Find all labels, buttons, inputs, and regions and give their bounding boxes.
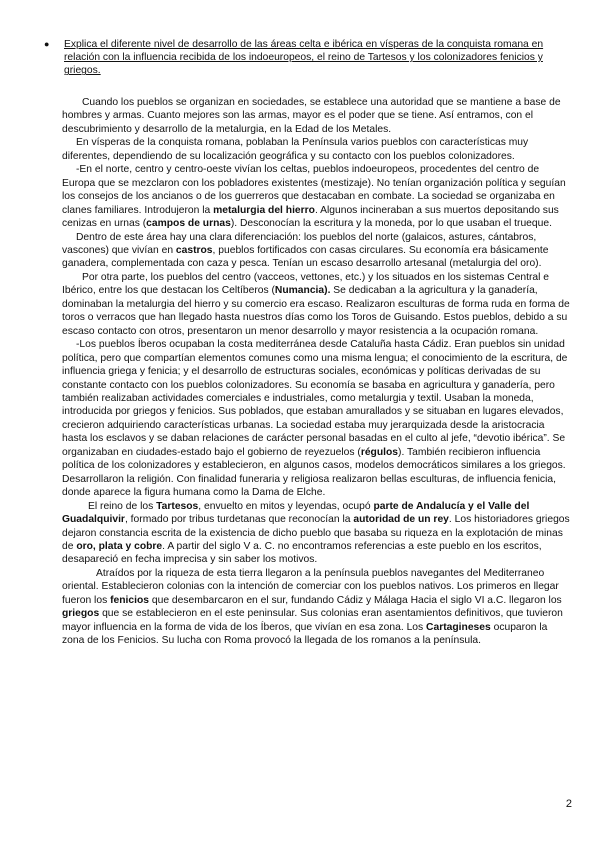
paragraph-iberos [62, 338, 572, 499]
bold-term: Tartesos [156, 500, 199, 512]
paragraph-text: , envuelto en mitos y leyendas, ocupó [198, 500, 374, 512]
paragraph-colonizadores [62, 567, 572, 648]
paragraph-metales [62, 96, 572, 136]
paragraph-text: . A partir del siglo V a. C. no encontramos referencias a este pueblo en los escritos, desapareció en fecha imprecisa y sin saber los motivos. [62, 540, 542, 566]
paragraph-text: Por otra parte, los pueblos del centro (vacceos, vettones, etc.) y los situados en los sistemas Central e Ibérico, entre los que destacan los Celtíberos ( [62, 271, 550, 297]
paragraph-text: , formado por tribus turdetanas que reconocían la [124, 514, 354, 526]
paragraph-text: Atraídos por la riqueza de esta tierra llegaron a la península pueblos navegantes del Mediterraneo oriental. Establecieron colonias con la intención de comerciar con los pueblos nativos. Los primeros en llegar fueron los [62, 567, 559, 606]
question-heading [44, 38, 564, 78]
answer-body [62, 96, 572, 648]
paragraph-tartesos [62, 500, 572, 567]
paragraph-text: , pueblos fortificados con casas circulares. Su economía era básicamente ganadera, complementada con caza y pesca. Tenían un escaso desarrollo artesanal (metalurgia del oro). [62, 244, 549, 270]
paragraph-text: . Algunos incineraban a sus muertos depositando sus cenizas en urnas ( [62, 204, 559, 230]
paragraph-text: En vísperas de la conquista romana, poblaban la Península varios pueblos con características muy diferentes, dependiendo de su localización geográfica y su contacto con los pueblos colonizadores. [62, 137, 529, 162]
paragraph-text: ). Desconocían la escritura y la moneda, por lo que usaban el trueque. [230, 218, 552, 230]
paragraph-text: -Los pueblos Íberos ocupaban la costa mediterránea desde Cataluña hasta Cádiz. Eran pueblos sin unidad política, pero que compartían elementos comunes como una misma lengua; el conocimiento de la escritura, de influencia griega y fenicia; y el desarrollo de estructuras sociales, económicas y políticas derivadas de su constante contacto con los pueblos colonizadores. Su economía se basaba en agricultura y ganadería, pero también realizaban actividades comerciales e industriales, como metalurgia y textil. Usaban la moneda, introducida por griegos y fenicios. Sus poblados, que estaban amurallados y se situaban en lugares elevados, crecieron adquiriendo características urbanas. La sociedad estaba muy jerarquizada desde la aristocracia hasta los esclavos y se daban relaciones de carácter personal basadas en el culto al jefe, “devotio ibérica”. Se organizaban en ciudades-estado bajo el gobierno de reyezuelos ( [62, 339, 568, 458]
paragraph-text: -En el norte, centro y centro-oeste vivían los celtas, pueblos indoeuropeos, procedentes del centro de Europa que se mezclaron con los pobladores existentes (mestizaje). No tenían organización política y seguían los consejos de los ancianos o de los guerreros que destacaban en combate. La sociedad se organizaba en clanes familiares. Introdujeron la [62, 164, 566, 216]
paragraph-text: que desembarcaron en el sur, fundando Cádiz y Málaga Hacia el siglo VI a.C. llegaron los [149, 594, 562, 606]
bullet-icon: ● [44, 39, 50, 49]
paragraph-text: Dentro de este área hay una clara diferenciación: los pueblos del norte (galaicos, astures, cántabros, vascones) que vivían en [62, 231, 537, 256]
paragraph-visperas [62, 136, 572, 163]
bold-term: régulos [360, 446, 399, 458]
paragraph-text: Se dedicaban a la agricultura y la ganadería, dominaban la metalurgia del hierro y su comercio era escaso. Realizaron esculturas de forma ruda en forma de toros o verracos que han llegado hasta nuestros días como los Toros de Guisando. Estos pueblos, debido a su escaso contacto con otros, presentaron un menor desarrollo y mayor resistencia a la ocupación romana. [62, 285, 570, 337]
bold-term: castros [175, 244, 213, 256]
paragraph-text: ). También recibieron influencia política de los colonizadores y establecieron, en algunos casos, modelos democráticos similares a los griegos. Desarrollaron la religión. Con finalidad funeraria y religiosa realizaron bellas esculturas, de influencia fenicia, donde aparece la figura humana como la Dama de Elche. [62, 446, 566, 499]
bold-term: parte de Andalucía y el Valle del Guadalquivir [62, 500, 530, 526]
paragraph-celtiberos [62, 271, 572, 338]
bold-term: oro, plata y cobre [76, 540, 163, 552]
paragraph-celtas [62, 163, 572, 230]
bold-term: metalurgia del hierro [213, 204, 315, 216]
bold-term: Cartagineses [426, 621, 491, 633]
paragraph-text: El reino de los [88, 500, 157, 512]
bold-term: Numancia). [274, 285, 331, 297]
page-number: 2 [565, 798, 572, 810]
paragraph-text: Cuando los pueblos se organizan en sociedades, se establece una autoridad que se mantiene a base de hombres y armas. Cuanto mejores son las armas, mayor es el poder que se tiene. Así entramos, con el descubrimiento y desarrollo de la metalurgia, en la Edad de los Metales. [62, 97, 561, 135]
bold-term: griegos [62, 608, 100, 620]
paragraph-text: que se establecieron en el este peninsular. Sus colonias eran asentamientos definitivos, que tuvieron mayor influencia en la forma de vida de los Íberos, que vivían en esa zona. Los [62, 608, 563, 633]
question-text: Explica el diferente nivel de desarrollo de las áreas celta e ibérica en vísperas de la conquista romana en relación con la influencia recibida de los indoeuropeos, el reino de Tartesos y los colonizadores fenicios y griegos. [64, 39, 544, 77]
paragraph-text: . Los historiadores griegos dejaron constancia escrita de la existencia de dicho pueblo que basaba su riqueza en la explotación de minas de [62, 514, 570, 552]
bold-term: campos de urnas [146, 218, 231, 230]
paragraph-castros [62, 231, 572, 271]
paragraph-text: ocuparon la zona de los Fenicios. Su lucha con Roma provocó la llegada de los romanos a la península. [62, 621, 548, 647]
bold-term: fenicios [110, 594, 150, 606]
bold-term: autoridad de un rey [353, 514, 449, 526]
